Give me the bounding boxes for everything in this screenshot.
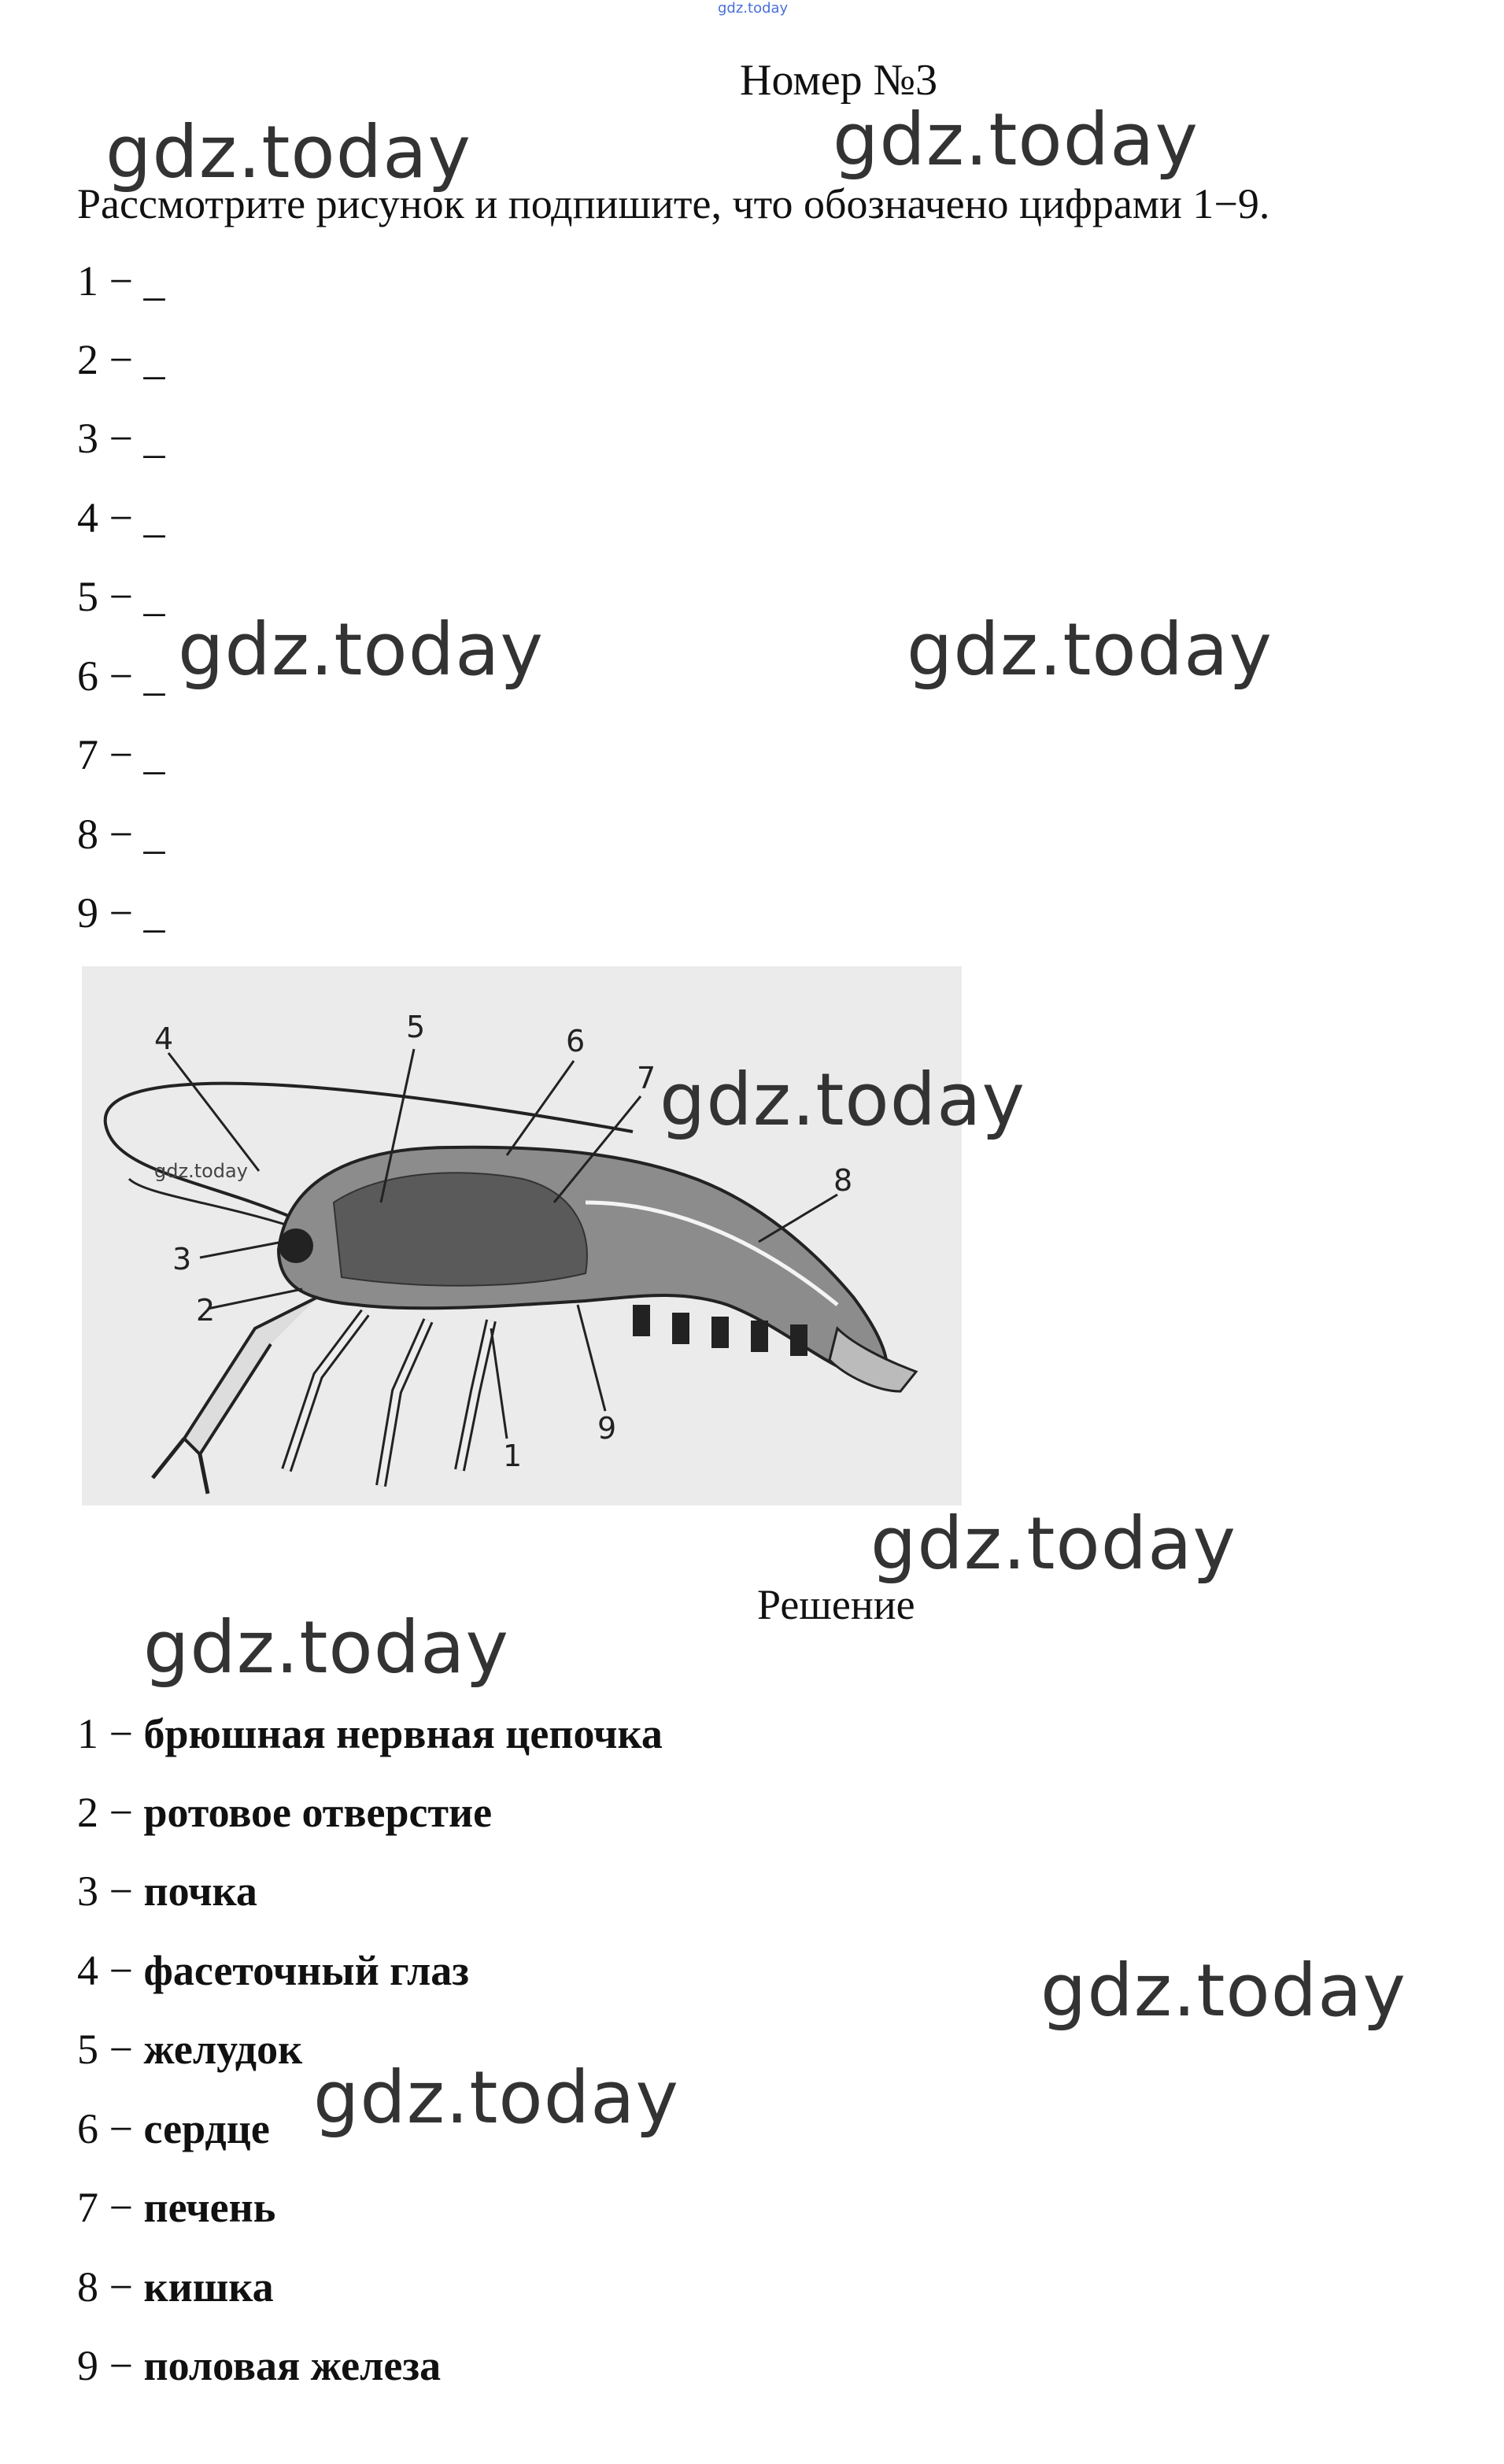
crayfish-diagram [82, 966, 962, 1505]
answer-line-7: 7 − печень [77, 2184, 276, 2231]
solution-title: Решение [757, 1581, 915, 1628]
figure-label-1: 1 [503, 1439, 523, 1473]
page-title: Номер №3 [740, 56, 938, 105]
watermark: gdz.today [1040, 1949, 1406, 2033]
blank-line-7: 7 − _ [77, 731, 165, 778]
watermark: gdz.today [907, 608, 1273, 692]
blank-line-5: 5 − _ [77, 573, 165, 620]
watermark: gdz.today [178, 608, 544, 692]
figure-watermark: gdz.today [154, 1160, 248, 1182]
watermark: gdz.today [833, 98, 1199, 182]
answer-line-5: 5 − желудок [77, 2026, 303, 2073]
figure-label-5: 5 [406, 1010, 426, 1044]
figure-label-2: 2 [196, 1293, 216, 1328]
figure-label-9: 9 [597, 1411, 617, 1446]
blank-line-9: 9 − _ [77, 889, 165, 936]
figure-label-3: 3 [172, 1242, 192, 1276]
blank-line-3: 3 − _ [77, 415, 165, 462]
figure-label-4: 4 [154, 1021, 174, 1056]
answer-line-6: 6 − сердце [77, 2105, 270, 2152]
eye-shape [279, 1228, 313, 1263]
answer-line-3: 3 − почка [77, 1867, 257, 1915]
task-prompt: Рассмотрите рисунок и подпишите, что обозначено цифрами 1−9. [77, 180, 1270, 227]
figure-label-7: 7 [637, 1061, 656, 1095]
answer-line-8: 8 − кишка [77, 2263, 274, 2311]
crayfish-anatomy-figure [82, 966, 962, 1505]
answer-line-9: 9 − половая железа [77, 2342, 442, 2389]
blank-line-4: 4 − _ [77, 494, 165, 541]
top-watermark: gdz.today [718, 0, 789, 17]
blank-line-8: 8 − _ [77, 811, 165, 858]
watermark: gdz.today [660, 1058, 1025, 1142]
answer-line-2: 2 − ротовое отверстие [77, 1789, 493, 1836]
answer-line-1: 1 − брюшная нервная цепочка [77, 1710, 663, 1757]
watermark: gdz.today [870, 1502, 1236, 1586]
watermark: gdz.today [105, 110, 471, 194]
answer-line-4: 4 − фасеточный глаз [77, 1947, 469, 1994]
watermark: gdz.today [313, 2056, 679, 2140]
watermark: gdz.today [143, 1605, 509, 1690]
blank-line-1: 1 − _ [77, 257, 165, 305]
figure-label-6: 6 [566, 1024, 586, 1058]
blank-line-6: 6 − _ [77, 652, 165, 700]
figure-label-8: 8 [833, 1163, 853, 1198]
blank-line-2: 2 − _ [77, 336, 165, 383]
